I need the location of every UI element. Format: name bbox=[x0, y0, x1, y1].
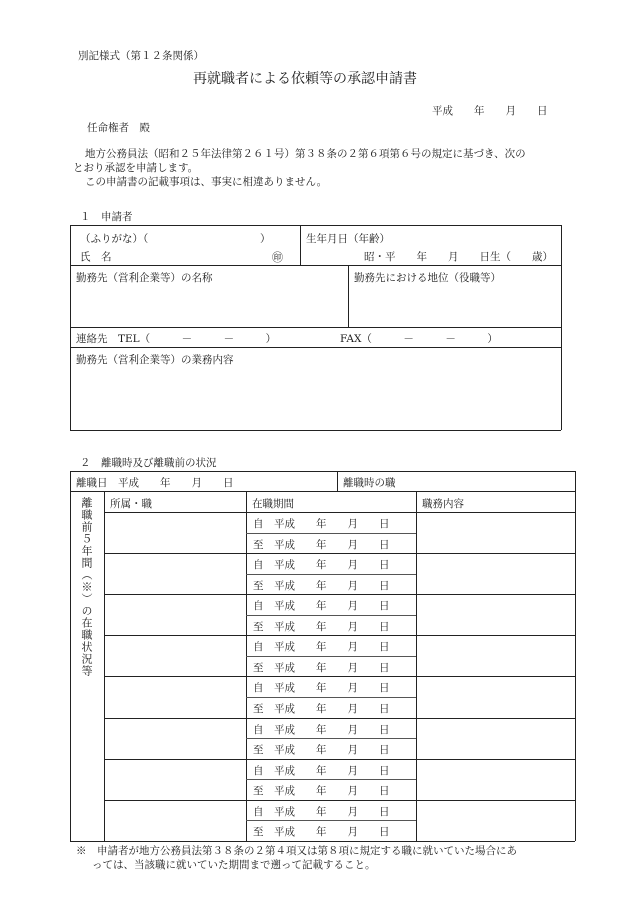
footnote-line-2: っては、当該職に就いていた期間まで遡って記載すること。 bbox=[92, 859, 376, 871]
duties-cell[interactable] bbox=[418, 514, 573, 551]
period-to[interactable]: 至 平成 年 月 日 bbox=[253, 621, 390, 633]
employer-label[interactable]: 勤務先（営利企業等）の名称 bbox=[76, 272, 213, 284]
business-label[interactable]: 勤務先（営利企業等）の業務内容 bbox=[76, 354, 234, 366]
birth-value[interactable]: 昭・平 年 月 日生（ 歳） bbox=[364, 251, 553, 263]
period-from[interactable]: 自 平成 年 月 日 bbox=[253, 724, 390, 736]
furigana-close: ） bbox=[260, 233, 271, 245]
affiliation-cell[interactable] bbox=[106, 678, 244, 715]
footnote-line-1: ※ 申請者が地方公務員法第３８条の２第４項又は第８項に規定する職に就いていた場合にあ bbox=[76, 845, 517, 857]
section2-heading: ２ 離職時及び離職前の状況 bbox=[80, 457, 217, 469]
duties-cell[interactable] bbox=[418, 720, 573, 757]
seal-mark: ㊞ bbox=[272, 251, 283, 264]
furigana-label[interactable]: （ふりがな）（ bbox=[80, 233, 149, 245]
affiliation-cell[interactable] bbox=[106, 555, 244, 592]
name-label[interactable]: 氏 名 bbox=[80, 251, 112, 263]
period-from[interactable]: 自 平成 年 月 日 bbox=[253, 765, 390, 777]
contact-fax[interactable]: FAX（ － － ） bbox=[340, 333, 498, 345]
duties-cell[interactable] bbox=[418, 637, 573, 674]
period-to[interactable]: 至 平成 年 月 日 bbox=[253, 539, 390, 551]
page-title: 再就職者による依頼等の承認申請書 bbox=[193, 71, 417, 87]
duties-cell[interactable] bbox=[418, 555, 573, 592]
duties-cell[interactable] bbox=[418, 596, 573, 633]
affiliation-cell[interactable] bbox=[106, 802, 244, 839]
period-from[interactable]: 自 平成 年 月 日 bbox=[253, 559, 390, 571]
application-date[interactable]: 平成 年 月 日 bbox=[432, 105, 548, 117]
duties-cell[interactable] bbox=[418, 761, 573, 798]
period-to[interactable]: 至 平成 年 月 日 bbox=[253, 703, 390, 715]
period-to[interactable]: 至 平成 年 月 日 bbox=[253, 580, 390, 592]
period-from[interactable]: 自 平成 年 月 日 bbox=[253, 641, 390, 653]
intro-line-1: 地方公務員法（昭和２５年法律第２６１号）第３８条の２第６項第６号の規定に基づき、次の bbox=[85, 148, 526, 160]
side-label: 離職前５年間（※）の在職状況等 bbox=[80, 497, 93, 677]
period-to[interactable]: 至 平成 年 月 日 bbox=[253, 785, 390, 797]
duties-cell[interactable] bbox=[418, 802, 573, 839]
affiliation-cell[interactable] bbox=[106, 761, 244, 798]
period-to[interactable]: 至 平成 年 月 日 bbox=[253, 744, 390, 756]
period-from[interactable]: 自 平成 年 月 日 bbox=[253, 600, 390, 612]
contact-tel[interactable]: 連絡先 TEL（ － － ） bbox=[76, 333, 277, 345]
affiliation-cell[interactable] bbox=[106, 637, 244, 674]
position-label[interactable]: 勤務先における地位（役職等） bbox=[354, 272, 501, 284]
form-reference: 別記様式（第１２条関係） bbox=[78, 50, 204, 62]
period-from[interactable]: 自 平成 年 月 日 bbox=[253, 518, 390, 530]
duties-cell[interactable] bbox=[418, 678, 573, 715]
period-from[interactable]: 自 平成 年 月 日 bbox=[253, 682, 390, 694]
col-duties: 職務内容 bbox=[422, 498, 464, 510]
affiliation-cell[interactable] bbox=[106, 720, 244, 757]
retire-post-label[interactable]: 離職時の職 bbox=[343, 477, 396, 489]
col-affiliation: 所属・職 bbox=[110, 498, 152, 510]
birth-label: 生年月日（年齢） bbox=[306, 233, 390, 245]
affiliation-cell[interactable] bbox=[106, 514, 244, 551]
period-to[interactable]: 至 平成 年 月 日 bbox=[253, 826, 390, 838]
intro-line-3: この申請書の記載事項は、事実に相違ありません。 bbox=[85, 176, 328, 188]
affiliation-cell[interactable] bbox=[106, 596, 244, 633]
addressee: 任命権者 殿 bbox=[87, 122, 150, 134]
col-period: 在職期間 bbox=[252, 498, 294, 510]
intro-line-2: とおり承認を申請します。 bbox=[73, 162, 199, 174]
period-from[interactable]: 自 平成 年 月 日 bbox=[253, 806, 390, 818]
retire-date-label[interactable]: 離職日 平成 年 月 日 bbox=[76, 477, 234, 489]
period-to[interactable]: 至 平成 年 月 日 bbox=[253, 662, 390, 674]
section1-heading: １ 申請者 bbox=[80, 211, 133, 223]
